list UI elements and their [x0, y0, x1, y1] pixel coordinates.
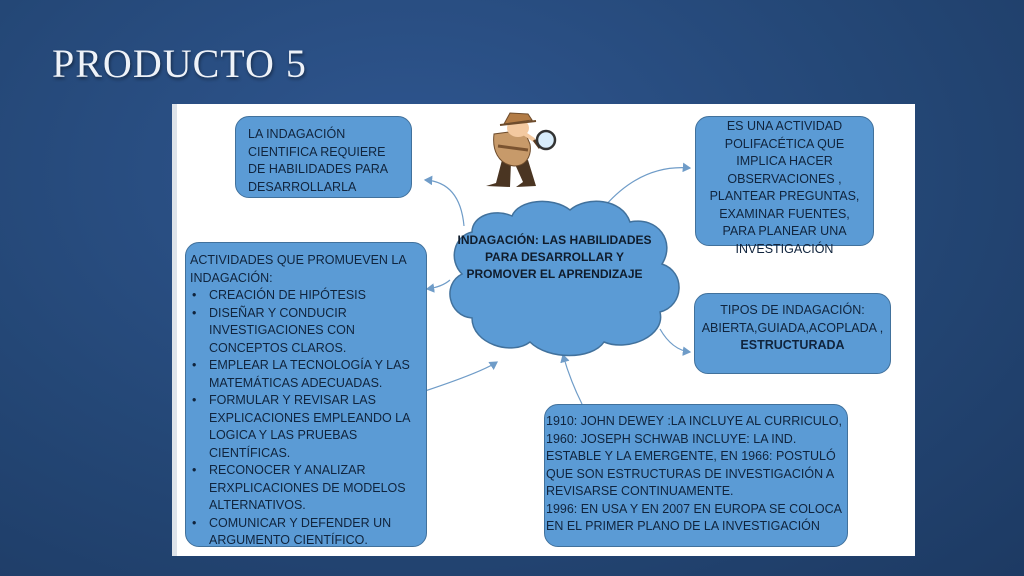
history-text: 1910: JOHN DEWEY :LA INCLUYE AL CURRICULO, 1960: JOSEPH SCHWAB INCLUYE: LA IND. ESTABLE Y LA EMERGENTE, EN 1966: POSTULÓ QUE SON ESTRUCTURAS DE INVESTIGACIÓN A REVISARSE CONTINUAMENTE.: [546, 414, 842, 498]
box-scientific-inquiry-text: LA INDAGACIÓN CIENTIFICA REQUIERE DE HABILIDADES PARA DESARROLLARLA: [248, 127, 388, 194]
types-list: ABIERTA,GUIADA,ACOPLADA ,: [701, 320, 884, 335]
concept-map-panel: [172, 104, 915, 556]
box-inquiry-types: [694, 293, 891, 374]
box-history: [544, 404, 848, 547]
box-scientific-inquiry: [235, 116, 412, 198]
arrow-to-types: [660, 329, 690, 352]
arrow-from-activities-bottom: [425, 362, 497, 391]
arrow-from-history: [563, 355, 582, 404]
activity-item: • COMUNICAR Y DEFENDER UN ARGUMENTO CIENTÍFICO.: [190, 515, 422, 550]
detective-magnifier-icon: [468, 110, 576, 192]
activities-heading: ACTIVIDADES QUE PROMUEVEN LA INDAGACIÓN:: [190, 253, 407, 285]
activity-item: • CREACIÓN DE HIPÓTESIS: [190, 287, 422, 305]
activity-item: • RECONOCER Y ANALIZAR ERXPLICACIONES DE MODELOS ALTERNATIVOS.: [190, 462, 422, 515]
activity-item: • FORMULAR Y REVISAR LAS EXPLICACIONES EMPLEANDO LA LOGICA Y LAS PRUEBAS CIENTÍFICAS.: [190, 392, 422, 462]
box-multifaceted-activity-text: ES UNA ACTIVIDAD POLIFACÉTICA QUE IMPLICA HACER OBSERVACIONES , PLANTEAR PREGUNTAS, EXAMINAR FUENTES, PARA PLANEAR UNA INVESTIGACIÓN: [709, 119, 860, 256]
arrow-to-activities: [427, 280, 450, 289]
types-structured: ESTRUCTURADA: [740, 338, 845, 352]
box-multifaceted-activity: [695, 116, 874, 256]
activities-list: [190, 287, 422, 550]
arrow-to-top-right: [605, 168, 690, 206]
arrow-to-top-left: [425, 180, 464, 226]
slide-title: PRODUCTO 5: [52, 41, 307, 86]
box-activities: [185, 242, 427, 547]
types-heading: TIPOS DE INDAGACIÓN:: [720, 303, 865, 317]
history-text-2: 1996: EN USA Y EN 2007 EN EUROPA SE COLOCA EN EL PRIMER PLANO DE LA INVESTIGACIÓN: [546, 501, 842, 533]
activity-item: • EMPLEAR LA TECNOLOGÍA Y LAS MATEMÁTICAS ADECUADAS.: [190, 357, 422, 392]
activity-item: • DISEÑAR Y CONDUCIR INVESTIGACIONES CON CONCEPTOS CLAROS.: [190, 305, 422, 358]
center-topic-text: INDAGACIÓN: LAS HABILIDADES PARA DESARROLLAR Y PROMOVER EL APRENDIZAJE: [457, 233, 652, 281]
